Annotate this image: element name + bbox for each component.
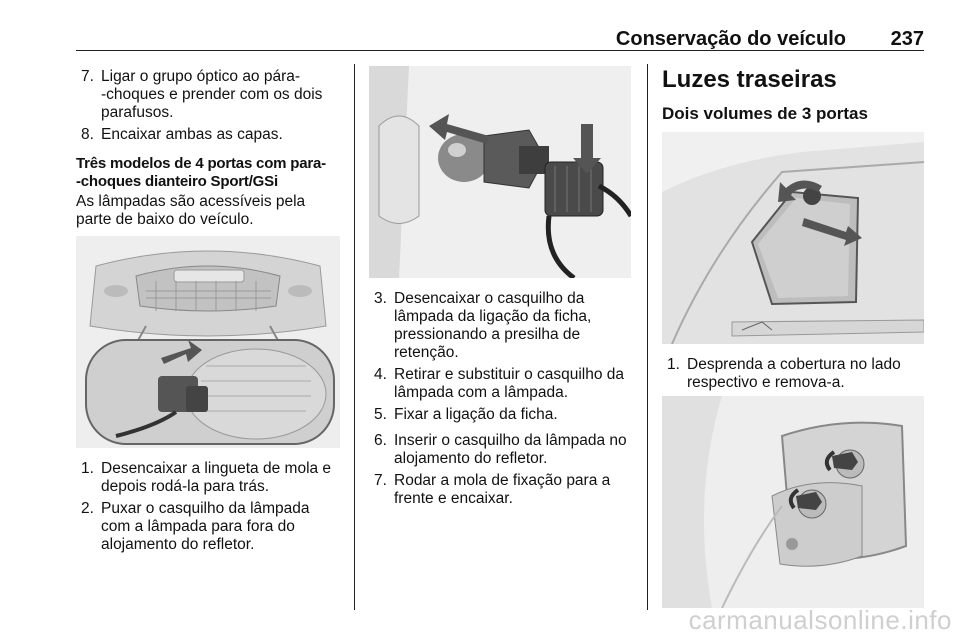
step-number: 1. bbox=[667, 356, 680, 373]
header-rule bbox=[76, 50, 924, 51]
step-line: Encaixar ambas as capas. bbox=[101, 126, 283, 143]
step-1-desencaixar-lingueta bbox=[81, 460, 356, 498]
step-line: Inserir o casquilho da lâmpada no bbox=[394, 432, 627, 449]
step-line: lâmpada com a lâmpada. bbox=[394, 384, 569, 401]
step-line: frente e encaixar. bbox=[394, 490, 513, 507]
step-line: Fixar a ligação da ficha. bbox=[394, 406, 558, 423]
step-5-fixar-ficha bbox=[374, 406, 644, 426]
step-line: alojamento do refletor. bbox=[394, 450, 548, 467]
step-6-inserir-casquilho bbox=[374, 432, 644, 470]
step-2-puxar-casquilho bbox=[81, 500, 351, 556]
para-line: parte de baixo do veículo. bbox=[76, 211, 254, 228]
step-line: Retirar e substituir o casquilho da bbox=[394, 366, 625, 383]
rear-lamp-holder-illustration bbox=[662, 396, 924, 608]
heading-line: Três modelos de 4 portas com para- bbox=[76, 155, 326, 172]
heading-line: -choques dianteiro Sport/GSi bbox=[76, 173, 278, 190]
step-number: 8. bbox=[81, 126, 94, 143]
step-number: 2. bbox=[81, 500, 94, 517]
step-line: lâmpada da ligação da ficha, bbox=[394, 308, 592, 325]
rear-trim-cover-illustration bbox=[662, 132, 924, 344]
subsection-title-dois-volumes: Dois volumes de 3 portas bbox=[662, 104, 868, 123]
step-number: 5. bbox=[374, 406, 387, 423]
step-line: alojamento do refletor. bbox=[101, 536, 255, 553]
para-line: As lâmpadas são acessíveis pela bbox=[76, 193, 306, 210]
step-7-rodar-mola bbox=[374, 472, 644, 510]
step-line: respectivo e remova-a. bbox=[687, 374, 845, 391]
step-line: parafusos. bbox=[101, 104, 174, 121]
step-3-desencaixar-casquilho bbox=[374, 290, 644, 364]
step-8-encaixar bbox=[81, 126, 351, 146]
bulb-socket-illustration bbox=[369, 66, 631, 278]
paragraph-access bbox=[76, 193, 352, 229]
section-heading-sport bbox=[76, 155, 352, 191]
step-line: depois rodá-la para trás. bbox=[101, 478, 270, 495]
page-header bbox=[76, 20, 924, 50]
watermark: carmanualsonline.info bbox=[688, 605, 952, 635]
chapter-title: Conservação do veículo bbox=[615, 28, 846, 50]
step-number: 6. bbox=[374, 432, 387, 449]
page-number: 237 bbox=[890, 28, 924, 50]
step-line: Desprenda a cobertura no lado bbox=[687, 356, 901, 373]
step-number: 7. bbox=[81, 68, 94, 85]
column-divider-2 bbox=[647, 64, 648, 610]
step-1-desprenda-cobertura bbox=[667, 356, 927, 394]
step-7-ligar bbox=[81, 68, 351, 124]
step-number: 7. bbox=[374, 472, 387, 489]
step-line: com a lâmpada para fora do bbox=[101, 518, 295, 535]
step-line: Rodar a mola de fixação para a bbox=[394, 472, 611, 489]
step-line: Desencaixar o casquilho da bbox=[394, 290, 585, 307]
step-line: Ligar o grupo óptico ao pára- bbox=[101, 68, 301, 85]
bumper-illustration bbox=[76, 236, 340, 448]
step-line: Puxar o casquilho da lâmpada bbox=[101, 500, 310, 517]
step-line: pressionando a presilha de bbox=[394, 326, 581, 343]
step-number: 3. bbox=[374, 290, 387, 307]
step-4-retirar-substituir bbox=[374, 366, 644, 404]
column-divider-1 bbox=[354, 64, 355, 610]
step-number: 4. bbox=[374, 366, 387, 383]
section-title-luzes-traseiras: Luzes traseiras bbox=[662, 66, 837, 93]
step-line: Desencaixar a lingueta de mola e bbox=[101, 460, 332, 477]
step-number: 1. bbox=[81, 460, 94, 477]
step-line: -choques e prender com os dois bbox=[101, 86, 323, 103]
step-line: retenção. bbox=[394, 344, 459, 361]
